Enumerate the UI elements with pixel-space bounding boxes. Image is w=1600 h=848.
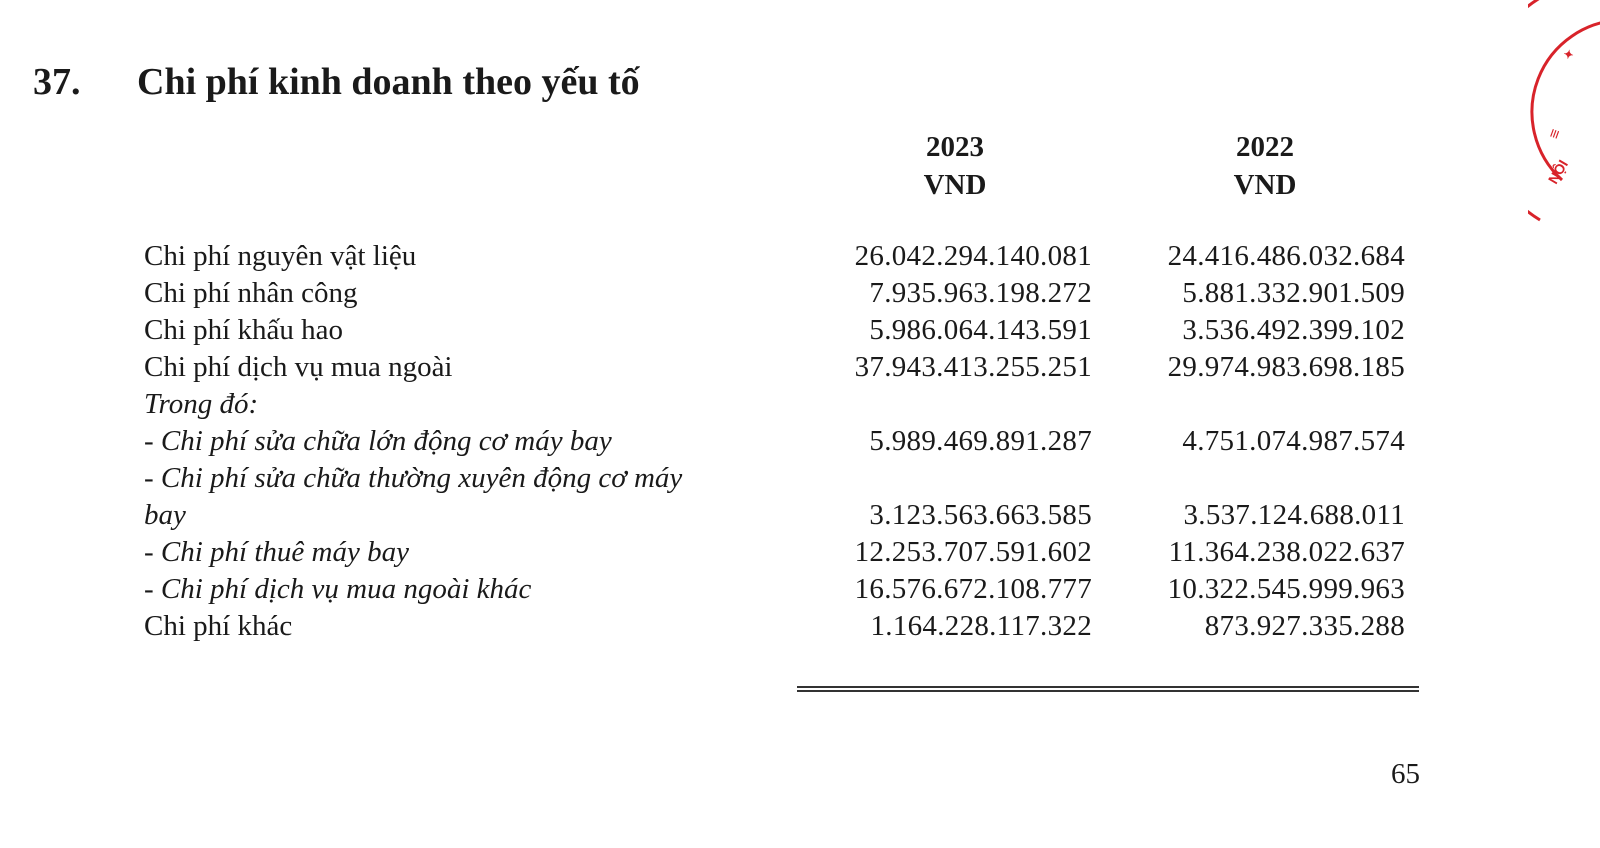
row-label: Chi phí nguyên vật liệu <box>144 240 417 272</box>
table-row <box>0 386 1600 423</box>
table-row <box>0 460 1600 534</box>
table-row <box>0 312 1600 349</box>
row-label: - Chi phí sửa chữa lớn động cơ máy bay <box>144 425 612 457</box>
company-seal-stamp <box>1528 0 1600 250</box>
value-2022: 24.416.486.032.684 <box>1167 240 1405 272</box>
row-label: - Chi phí dịch vụ mua ngoài khác <box>144 573 532 605</box>
value-2022: 3.536.492.399.102 <box>1182 314 1405 346</box>
table-row <box>0 275 1600 312</box>
table-row <box>0 423 1600 460</box>
value-2023: 12.253.707.591.602 <box>854 536 1092 568</box>
total-double-rule <box>797 686 1419 692</box>
value-2023: 37.943.413.255.251 <box>854 351 1092 383</box>
value-2023: 7.935.963.198.272 <box>869 277 1092 309</box>
row-label: - Chi phí sửa chữa thường xuyên động cơ máy bay <box>144 462 683 531</box>
svg-text:≡: ≡ <box>1545 126 1565 142</box>
row-label: Chi phí dịch vụ mua ngoài <box>144 351 453 383</box>
value-2022: 3.537.124.688.011 <box>1183 499 1405 531</box>
value-2023: 5.986.064.143.591 <box>869 314 1092 346</box>
seal-graphic <box>1528 0 1600 250</box>
page-number: 65 <box>1391 758 1420 790</box>
value-2023: 1.164.228.117.322 <box>870 610 1092 642</box>
value-2022: 4.751.074.987.574 <box>1182 425 1405 457</box>
expense-table <box>0 238 1600 645</box>
row-label: Chi phí nhân công <box>144 277 358 309</box>
value-2022: 5.881.332.901.509 <box>1182 277 1405 309</box>
value-2023: 3.123.563.663.585 <box>869 499 1092 531</box>
row-label: Chi phí khấu hao <box>144 314 343 346</box>
column-year: 2022 <box>1236 131 1294 163</box>
value-2023: 26.042.294.140.081 <box>854 240 1092 272</box>
section-title: Chi phí kinh doanh theo yếu tố <box>137 61 640 103</box>
table-row <box>0 534 1600 571</box>
value-2022: 11.364.238.022.637 <box>1168 536 1405 568</box>
value-2022: 10.322.545.999.963 <box>1167 573 1405 605</box>
table-row <box>0 349 1600 386</box>
column-header-2023 <box>855 128 1055 204</box>
table-row <box>0 608 1600 645</box>
section-number: 37. <box>33 61 81 103</box>
column-unit: VND <box>923 169 987 201</box>
value-2023: 5.989.469.891.287 <box>869 425 1092 457</box>
table-row <box>0 571 1600 608</box>
row-label: - Chi phí thuê máy bay <box>144 536 409 568</box>
value-2022: 873.927.335.288 <box>1204 610 1405 642</box>
column-header-2022 <box>1165 128 1365 204</box>
row-label: Trong đó: <box>144 388 259 420</box>
svg-text:✦: ✦ <box>1561 48 1577 61</box>
value-2023: 16.576.672.108.777 <box>854 573 1092 605</box>
value-2022: 29.974.983.698.185 <box>1167 351 1405 383</box>
row-label: Chi phí khác <box>144 610 293 642</box>
svg-text:NỘI: NỘI <box>1544 156 1572 187</box>
column-unit: VND <box>1233 169 1297 201</box>
column-year: 2023 <box>926 131 984 163</box>
table-row <box>0 238 1600 275</box>
